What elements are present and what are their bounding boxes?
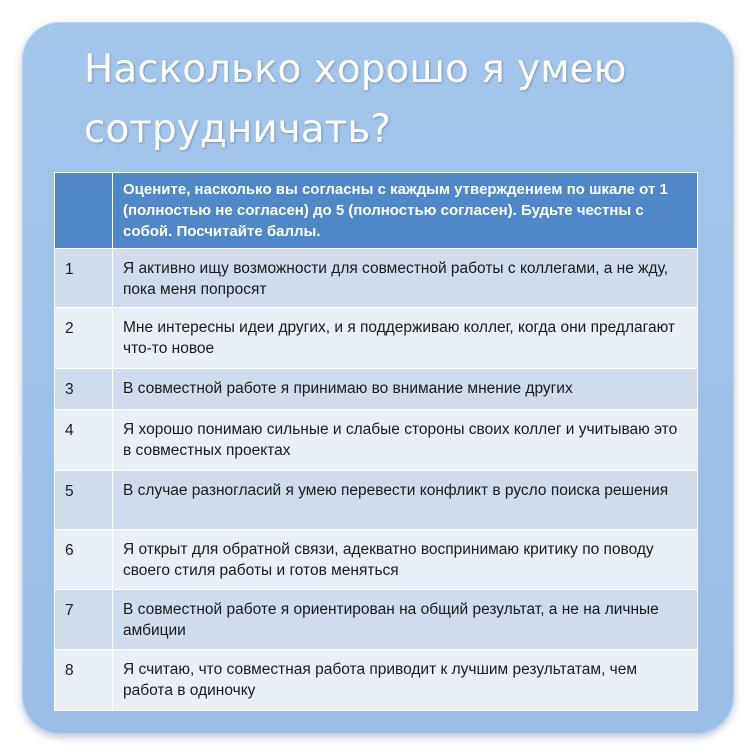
row-number: 3 xyxy=(55,369,113,410)
row-statement: В совместной работе я принимаю во внимание мнение других xyxy=(113,369,698,410)
row-number: 2 xyxy=(55,308,113,369)
slide-title: Насколько хорошо я умею сотрудничать? xyxy=(84,47,627,152)
row-statement: Я считаю, что совместная работа приводит к лучшим результатам, чем работа в одиночку xyxy=(113,650,698,711)
row-number: 7 xyxy=(55,590,113,650)
table-header-row xyxy=(55,173,698,249)
row-statement: В случае разногласий я умею перевести конфликт в русло поиска решения xyxy=(113,471,698,530)
table-row xyxy=(55,308,698,369)
row-number: 1 xyxy=(55,249,113,308)
row-number: 5 xyxy=(55,471,113,530)
header-instructions-cell: Оцените, насколько вы согласны с каждым утверждением по шкале от 1 (полностью не согласен) до 5 (полностью согласен). Будьте честны с собой. Посчитайте баллы. xyxy=(113,173,698,249)
table-row xyxy=(55,410,698,471)
table-row xyxy=(55,471,698,530)
table-row xyxy=(55,530,698,590)
table-row xyxy=(55,249,698,308)
row-statement: Я хорошо понимаю сильные и слабые стороны своих коллег и учитываю это в совместных проектах xyxy=(113,410,698,471)
table-row xyxy=(55,590,698,650)
row-statement: Я активно ищу возможности для совместной работы с коллегами, а не жду, пока меня попросят xyxy=(113,249,698,308)
row-statement: В совместной работе я ориентирован на общий результат, а не на личные амбиции xyxy=(113,590,698,650)
row-number: 4 xyxy=(55,410,113,471)
header-number-cell xyxy=(55,173,113,249)
table-row xyxy=(55,369,698,410)
row-number: 6 xyxy=(55,530,113,590)
row-statement: Мне интересны идеи других, и я поддерживаю коллег, когда они предлагают что-то новое xyxy=(113,308,698,369)
row-number: 8 xyxy=(55,650,113,711)
survey-table xyxy=(54,172,698,711)
row-statement: Я открыт для обратной связи, адекватно воспринимаю критику по поводу своего стиля работы и готов меняться xyxy=(113,530,698,590)
table-row xyxy=(55,650,698,711)
